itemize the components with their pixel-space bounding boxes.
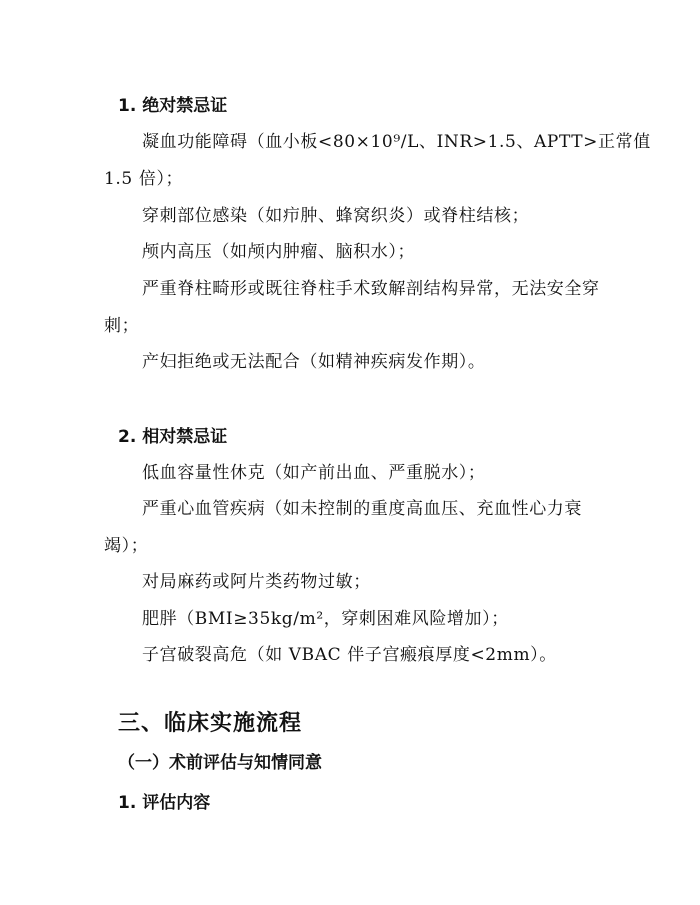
relative-item-cardiovascular: 严重心血管疾病（如未控制的重度高血压、充血性心力衰 xyxy=(142,499,582,519)
section-three-heading: 三、临床实施流程 xyxy=(118,711,303,736)
relative-item-obesity: 肥胖（BMI≥35kg/m²，穿刺困难风险增加）； xyxy=(142,609,509,629)
absolute-item-infection: 穿刺部位感染（如疖肿、蜂窝织炎）或脊柱结核； xyxy=(142,206,530,226)
absolute-contraindications-heading: 1. 绝对禁忌证 xyxy=(118,96,228,116)
absolute-item-spine-cont: 刺； xyxy=(104,316,140,336)
absolute-item-coagulation: 凝血功能障碍（血小板<80×10⁹/L、INR>1.5、APTT>正常值 xyxy=(142,132,651,152)
relative-contraindications-heading: 2. 相对禁忌证 xyxy=(118,427,228,447)
absolute-item-refusal: 产妇拒绝或无法配合（如精神疾病发作期）。 xyxy=(142,352,486,372)
relative-item-cardiovascular-cont: 竭）； xyxy=(104,536,149,556)
absolute-item-spine: 严重脊柱畸形或既往脊柱手术致解剖结构异常，无法安全穿 xyxy=(142,279,600,299)
relative-item-allergy: 对局麻药或阿片类药物过敏； xyxy=(142,572,371,592)
assessment-content-heading: 1. 评估内容 xyxy=(118,793,211,813)
absolute-item-coagulation-cont: 1.5 倍）； xyxy=(104,169,184,189)
relative-item-uterine-rupture: 子宫破裂高危（如 VBAC 伴子宫瘢痕厚度<2mm）。 xyxy=(142,645,557,665)
absolute-item-intracranial: 颅内高压（如颅内肿瘤、脑积水）； xyxy=(142,242,416,262)
preoperative-assessment-subheading: （一）术前评估与知情同意 xyxy=(118,753,322,773)
relative-item-hypovolemia: 低血容量性休克（如产前出血、严重脱水）； xyxy=(142,463,486,483)
